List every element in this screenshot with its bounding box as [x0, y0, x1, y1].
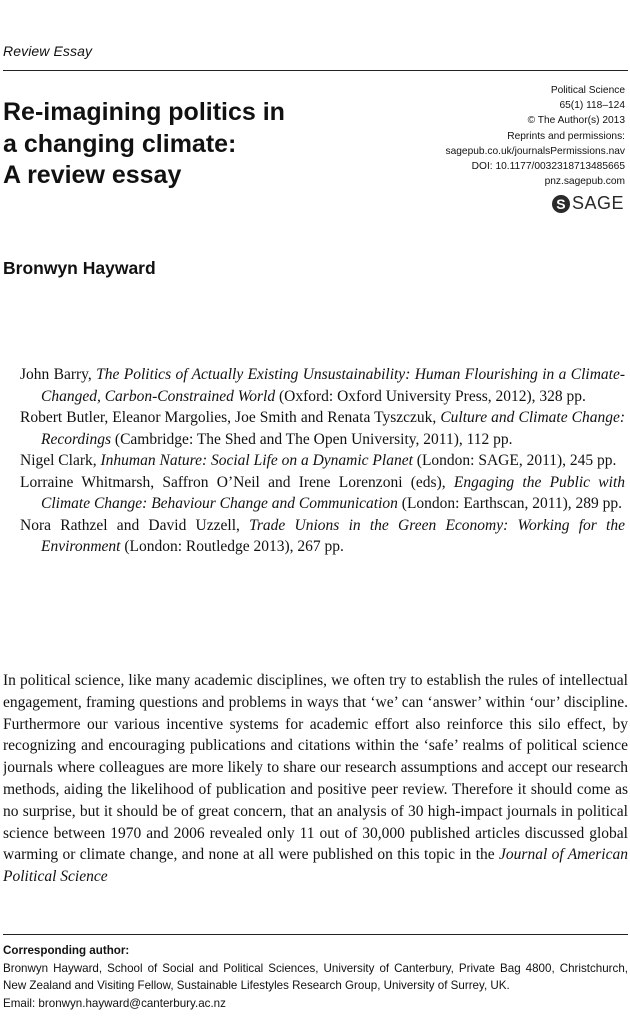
publisher-logo: [552, 193, 624, 214]
title-line: a changing climate:: [3, 129, 237, 158]
book-entry: [20, 472, 625, 515]
body-paragraph: [3, 670, 628, 910]
book-title: Trade Unions in the Green Economy: Working for the Environment: [41, 516, 625, 555]
journal-reference: Journal of American Political Science: [3, 846, 628, 886]
section-label: Review Essay: [3, 43, 93, 59]
sage-logo-icon: S: [552, 195, 570, 213]
journal-site-link[interactable]: pnz.sagepub.com: [544, 176, 625, 188]
book-authors: Nigel Clark,: [20, 452, 101, 469]
book-authors: Nora Rathzel and David Uzzell,: [20, 516, 250, 534]
footnote-address: Bronwyn Hayward, School of Social and Political Sciences, University of Canterbury, Private Bag 4800, Christchurch, New Zealand and Visiting Fellow, Sustainable Lifestyles Research Group, University of Surrey, UK.: [3, 961, 628, 992]
author-name: Bronwyn Hayward: [3, 258, 156, 278]
corresponding-author-footnote: [3, 942, 628, 1012]
header-divider: [3, 70, 628, 71]
publisher-logo-text: SAGE: [571, 193, 624, 213]
book-details: (London: Routledge 2013), 267 pp.: [120, 538, 344, 555]
book-entry: [20, 364, 625, 407]
book-authors: John Barry,: [20, 366, 97, 383]
book-details: (Oxford: Oxford University Press, 2012), 328 pp.: [275, 387, 586, 405]
book-entry: [20, 450, 625, 472]
reprints-label: Reprints and permissions:: [507, 130, 625, 142]
footnote-email[interactable]: Email: bronwyn.hayward@canterbury.ac.nz: [3, 996, 226, 1010]
journal-name: Political Science: [550, 85, 625, 96]
book-authors: Lorraine Whitmarsh, Saffron O’Neil and Irene Lorenzoni (eds),: [20, 473, 454, 491]
journal-metadata: [365, 83, 625, 189]
reviewed-books-list: [20, 364, 625, 558]
book-title: The Politics of Actually Existing Unsustainability: Human Flourishing in a Climate-Changed, Carbon-Constrained World: [41, 366, 625, 405]
title-line: Re-imagining politics in: [3, 98, 285, 126]
title-line: A review essay: [3, 161, 182, 189]
book-authors: Robert Butler, Eleanor Margolies, Joe Smith and Renata Tyszczuk,: [20, 409, 441, 426]
book-title: Culture and Climate Change: Recordings: [41, 409, 626, 448]
book-title: Engaging the Public with Climate Change: Behaviour Change and Communication: [41, 473, 626, 512]
permissions-link[interactable]: sagepub.co.uk/journalsPermissions.nav: [445, 145, 625, 157]
copyright-notice: © The Author(s) 2013: [527, 115, 625, 127]
footnote-label: Corresponding author:: [3, 944, 130, 957]
journal-volume: 65(1) 118–124: [559, 100, 625, 112]
book-entry: [20, 515, 625, 558]
article-title: [3, 97, 363, 192]
book-details: (Cambridge: The Shed and The Open University, 2011), 112 pp.: [111, 430, 513, 448]
book-entry: [20, 407, 625, 450]
body-text: In political science, like many academic disciplines, we often try to establish the rules of intellectual engagement, framing questions and problems in ways that ‘we’ can ‘answer’ within ‘our’ discipline. Furthermore our various incentive systems for academic effort also reinforce this silo effect, by recognizing and encouraging publications and citations within the ‘safe’ realms of political science journals where colleagues are more likely to share our research assumptions and accept our research methods, aiding the likelihood of publication and positive peer review. Therefore it should come as no surprise, but it should be of great concern, that an analysis of 30 high-impact journals in political science between 1970 and 2006 revealed only 11 out of 30,000 published articles discussed global warming or climate change, and none at all were published on this topic in the: [3, 672, 628, 864]
doi-link[interactable]: DOI: 10.1177/0032318713485665: [471, 161, 625, 173]
book-details: (London: SAGE, 2011), 245 pp.: [412, 452, 617, 469]
footnote-divider: [3, 934, 628, 935]
book-title: Inhuman Nature: Social Life on a Dynamic Planet: [100, 452, 413, 469]
book-details: (London: Earthscan, 2011), 289 pp.: [397, 495, 623, 512]
